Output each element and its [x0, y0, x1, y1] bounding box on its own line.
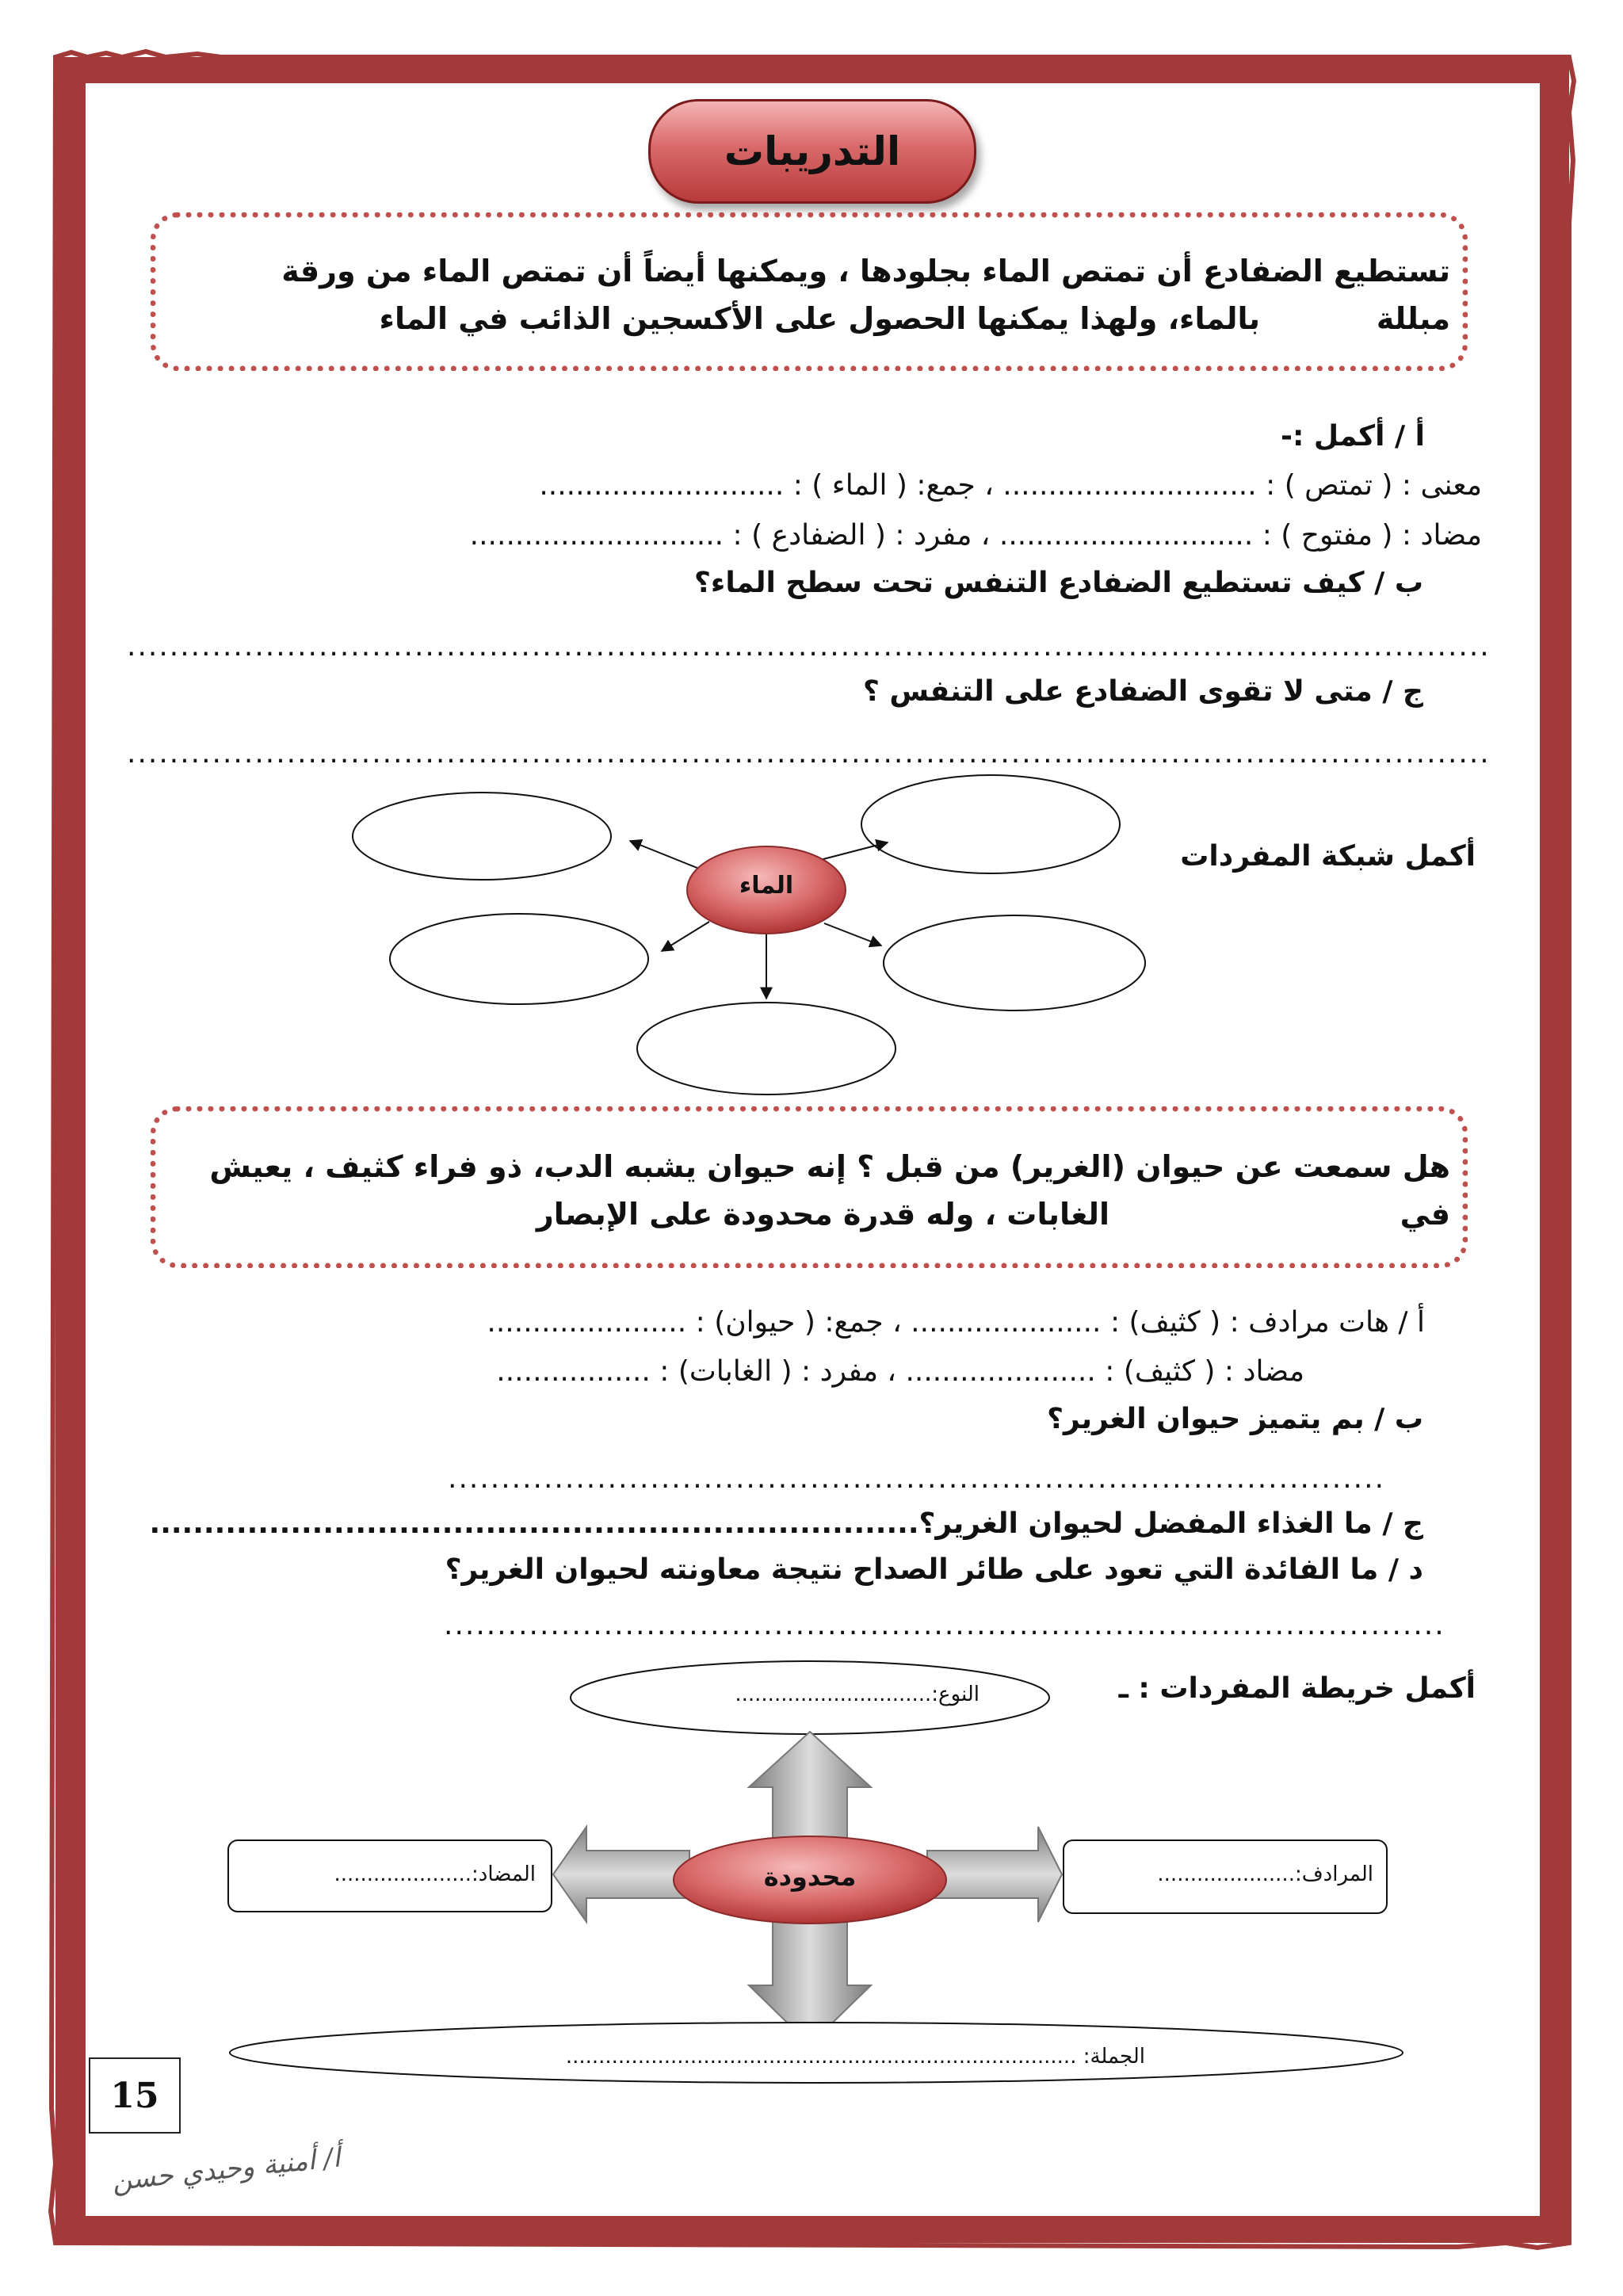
map-type-text: النوع:.............................. — [735, 1683, 980, 1706]
network-empty-oval-bottom[interactable] — [637, 1003, 896, 1095]
passage-badger-line1: هل سمعت عن حيوان (الغرير) من قبل ؟ إنه حيوان يشبه الدب، ذو فراء كثيف ، يعيش في — [209, 1149, 1450, 1232]
map-sentence-text: الجملة: .............................................................................. — [565, 2045, 1145, 2069]
vocab-network-label: أكمل شبكة المفردات — [1180, 840, 1476, 873]
page-number: 15 — [89, 2057, 181, 2134]
network-empty-oval-mid-left[interactable] — [390, 914, 648, 1004]
map-center-word: محدودة — [763, 1862, 857, 1892]
question-c-2[interactable]: ج / ما الغذاء المفضل لحيوان الغرير؟....................................................................... — [149, 1507, 1423, 1540]
question-d-2: د / ما الفائدة التي تعود على طائر الصداح نتيجة معاونته لحيوان الغرير؟ — [445, 1553, 1423, 1586]
network-empty-oval-top-left[interactable] — [353, 793, 611, 880]
network-empty-oval-top-right[interactable] — [861, 775, 1120, 873]
map-opposite-text: المضاد:..................... — [334, 1862, 536, 1886]
synonym-line[interactable]: أ / هات مرادف : ( كثيف) : ..................... ، جمع: ( حيوان) : ...................... — [487, 1306, 1425, 1339]
network-empty-oval-mid-right[interactable] — [884, 915, 1145, 1010]
meaning-line[interactable]: معنى : ( تمتص ) : ............................ ، جمع: ( الماء ) : ........................... — [539, 469, 1482, 502]
question-c: ج / متى لا تقوى الضفادع على التنفس ؟ — [862, 675, 1423, 708]
passage-frogs-line1: تستطيع الضفادع أن تمتص الماء بجلودها ، ويمكنها أيضاً أن تمتص الماء من ورقة مبللة — [281, 254, 1450, 336]
passage-badger-line2: الغابات ، وله قدرة محدودة على الإبصار — [536, 1197, 1109, 1232]
question-b: ب / كيف تستطيع الضفادع التنفس تحت سطح الماء؟ — [694, 567, 1423, 599]
map-synonym-text: المرادف:..................... — [1157, 1862, 1373, 1886]
answer-line-b[interactable]: ................................................................................................................................ — [127, 630, 1491, 663]
answer-line-d-2[interactable]: .............................................................................................. — [444, 1609, 1445, 1641]
network-center-word: الماء — [739, 872, 794, 900]
opposite-line[interactable]: مضاد : ( مفتوح ) : ............................ ، مفرد : ( الضفادع ) : ............................ — [469, 519, 1482, 552]
vocab-network-diagram — [349, 773, 1173, 1106]
opposite-line-2[interactable]: مضاد : ( كثيف) : ..................... ، مفرد : ( الغابات) : ................. — [496, 1355, 1304, 1388]
author-signature: أ/ أمنية وحيدي حسن — [110, 2141, 342, 2198]
answer-line-b-2[interactable]: ........................................................................................ — [448, 1462, 1386, 1495]
answer-line-c[interactable]: ................................................................................................................................ — [127, 737, 1491, 770]
question-b-2: ب / بم يتميز حيوان الغرير؟ — [1047, 1403, 1423, 1435]
passage-frogs-line2: بالماء، ولهذا يمكنها الحصول على الأكسجين الذائب في الماء — [379, 301, 1260, 336]
question-a-label: أ / أكمل :- — [1281, 420, 1425, 453]
vocab-map-label: أكمل خريطة المفردات : ـ — [1118, 1672, 1476, 1705]
page-title: التدريبات — [648, 99, 976, 204]
